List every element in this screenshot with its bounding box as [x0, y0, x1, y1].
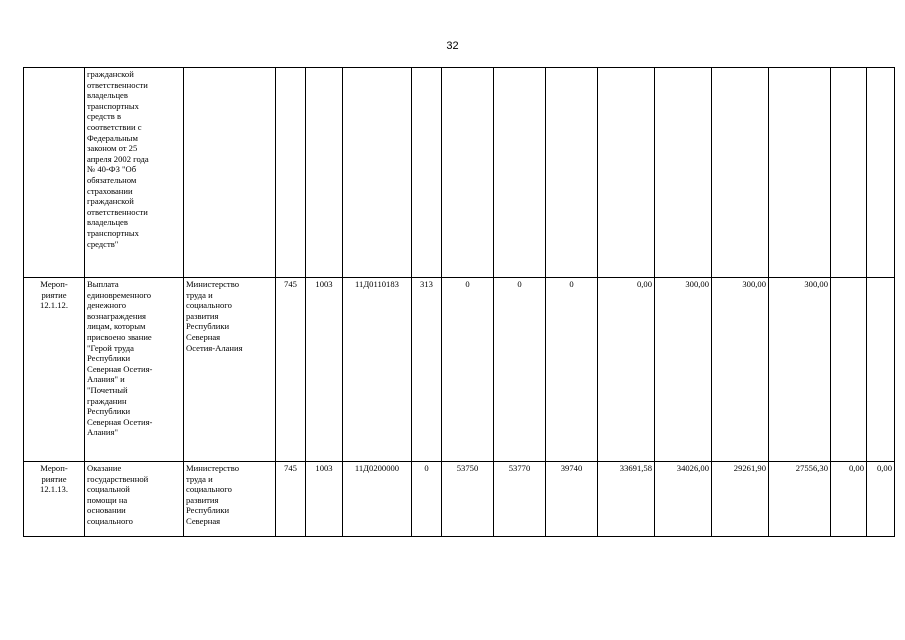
measure-cell: [24, 68, 85, 278]
value-cell: 53770: [494, 462, 546, 537]
rzpr-cell: 1003: [306, 278, 343, 462]
value-cell: [655, 68, 712, 278]
value-cell: [442, 68, 494, 278]
value-cell: [546, 68, 598, 278]
page-number: 32: [446, 40, 459, 52]
value-cell: 0,00: [598, 278, 655, 462]
description-cell: гражданской ответственности владельцев транспортных средств в соответствии с Федеральным законом от 25 апреля 2002 года № 40-ФЗ "Об обязательном страховании гражданской ответственности владельцев транспортных средств": [85, 68, 184, 278]
table-row: [24, 278, 895, 462]
table-row: [24, 68, 895, 278]
value-cell: [494, 68, 546, 278]
value-cell: [769, 68, 831, 278]
csr-cell: [343, 68, 412, 278]
measure-cell: Мероп- риятие 12.1.13.: [24, 462, 85, 537]
value-cell: 300,00: [769, 278, 831, 462]
budget-table: [23, 67, 895, 537]
value-cell: [712, 68, 769, 278]
value-cell: 0: [546, 278, 598, 462]
value-cell: 29261,90: [712, 462, 769, 537]
table-row: [24, 462, 895, 537]
value-cell: [867, 68, 895, 278]
value-cell: 300,00: [712, 278, 769, 462]
value-cell: 0: [494, 278, 546, 462]
value-cell: 0: [442, 278, 494, 462]
value-cell: 34026,00: [655, 462, 712, 537]
executor-cell: [184, 68, 276, 278]
value-cell: 0,00: [867, 462, 895, 537]
vr-cell: 313: [412, 278, 442, 462]
value-cell: 39740: [546, 462, 598, 537]
csr-cell: 11Д0200000: [343, 462, 412, 537]
value-cell: [831, 68, 867, 278]
value-cell: [831, 278, 867, 462]
value-cell: 53750: [442, 462, 494, 537]
value-cell: 27556,30: [769, 462, 831, 537]
grbs-cell: 745: [276, 278, 306, 462]
description-cell: Оказание государственной социальной помощи на основании социального: [85, 462, 184, 537]
csr-cell: 11Д0110183: [343, 278, 412, 462]
value-cell: 0,00: [831, 462, 867, 537]
value-cell: [867, 278, 895, 462]
value-cell: [598, 68, 655, 278]
value-cell: 33691,58: [598, 462, 655, 537]
grbs-cell: [276, 68, 306, 278]
description-cell: Выплата единовременного денежного вознаграждения лицам, которым присвоено звание "Герой труда Республики Северная Осетия- Алания" и "Почетный гражданин Республики Северная Осетия- Алания": [85, 278, 184, 462]
rzpr-cell: 1003: [306, 462, 343, 537]
vr-cell: 0: [412, 462, 442, 537]
measure-cell: Мероп- риятие 12.1.12.: [24, 278, 85, 462]
value-cell: 300,00: [655, 278, 712, 462]
grbs-cell: 745: [276, 462, 306, 537]
rzpr-cell: [306, 68, 343, 278]
executor-cell: Министерство труда и социального развития Республики Северная Осетия-Алания: [184, 278, 276, 462]
vr-cell: [412, 68, 442, 278]
executor-cell: Министерство труда и социального развития Республики Северная: [184, 462, 276, 537]
